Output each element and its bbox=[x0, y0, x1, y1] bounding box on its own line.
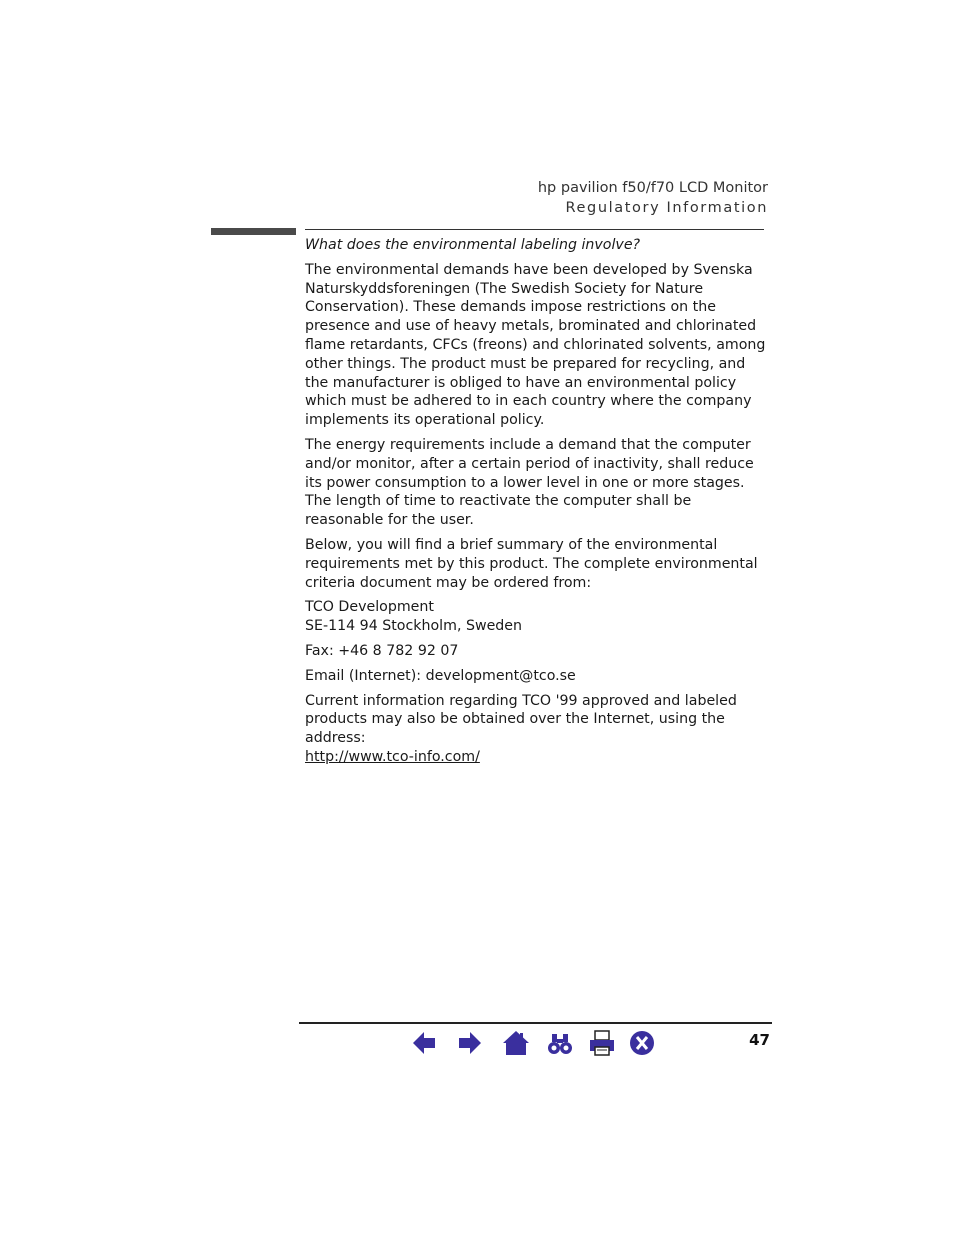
paragraph-environmental-demands: The environmental demands have been developed by Svenska Naturskyddsforeningen (The Swedish Society for Nature Conservation). These demands impose restrictions on the presence and use of heavy metals, brominated and chlorinated flame retardants, CFCs (freons) and chlorinated solvents, among other things. The product must be prepared for recycling, and the manufacturer is obliged to have an environmental policy which must be adhered to in each country where the company implements its operational policy. bbox=[305, 261, 766, 429]
home-button[interactable] bbox=[502, 1029, 530, 1057]
forward-button[interactable] bbox=[456, 1029, 484, 1057]
search-button[interactable] bbox=[546, 1029, 574, 1057]
top-rule bbox=[305, 229, 764, 230]
forward-arrow-icon bbox=[456, 1029, 484, 1057]
print-icon bbox=[588, 1029, 616, 1057]
margin-bar bbox=[211, 228, 296, 235]
search-binoculars-icon bbox=[546, 1029, 574, 1057]
document-title: hp pavilion f50/f70 LCD Monitor bbox=[537, 180, 768, 196]
back-button[interactable] bbox=[410, 1029, 438, 1057]
email-line: Email (Internet): development@tco.se bbox=[305, 667, 576, 684]
address-block bbox=[305, 598, 770, 636]
section-question: What does the environmental labeling involve? bbox=[305, 237, 641, 253]
main-content bbox=[305, 236, 770, 773]
section-title: Regulatory Information bbox=[565, 200, 768, 216]
bottom-rule bbox=[299, 1022, 772, 1024]
back-arrow-icon bbox=[410, 1029, 438, 1057]
paragraph-summary: Below, you will find a brief summary of the environmental requirements met by this product. The complete environmental criteria document may be ordered from: bbox=[305, 536, 758, 591]
internet-info-text: Current information regarding TCO '99 approved and labeled products may also be obtained over the Internet, using the address: bbox=[305, 692, 737, 747]
page-number: 47 bbox=[749, 1031, 770, 1049]
fax-line: Fax: +46 8 782 92 07 bbox=[305, 642, 459, 659]
paragraph-internet-info bbox=[305, 692, 770, 767]
print-button[interactable] bbox=[588, 1029, 616, 1057]
paragraph-energy-requirements: The energy requirements include a demand that the computer and/or monitor, after a certain period of inactivity, shall reduce its power consumption to a lower level in one or more stages. The length of time to reactivate the computer shall be reasonable for the user. bbox=[305, 436, 754, 529]
page-header bbox=[538, 178, 768, 218]
address-line-1: TCO Development bbox=[305, 599, 434, 616]
address-line-2: SE-114 94 Stockholm, Sweden bbox=[305, 618, 523, 635]
home-icon bbox=[502, 1029, 530, 1057]
exit-icon bbox=[628, 1029, 656, 1057]
tco-info-link[interactable]: http://www.tco-info.com/ bbox=[305, 748, 480, 765]
exit-button[interactable] bbox=[628, 1029, 656, 1057]
